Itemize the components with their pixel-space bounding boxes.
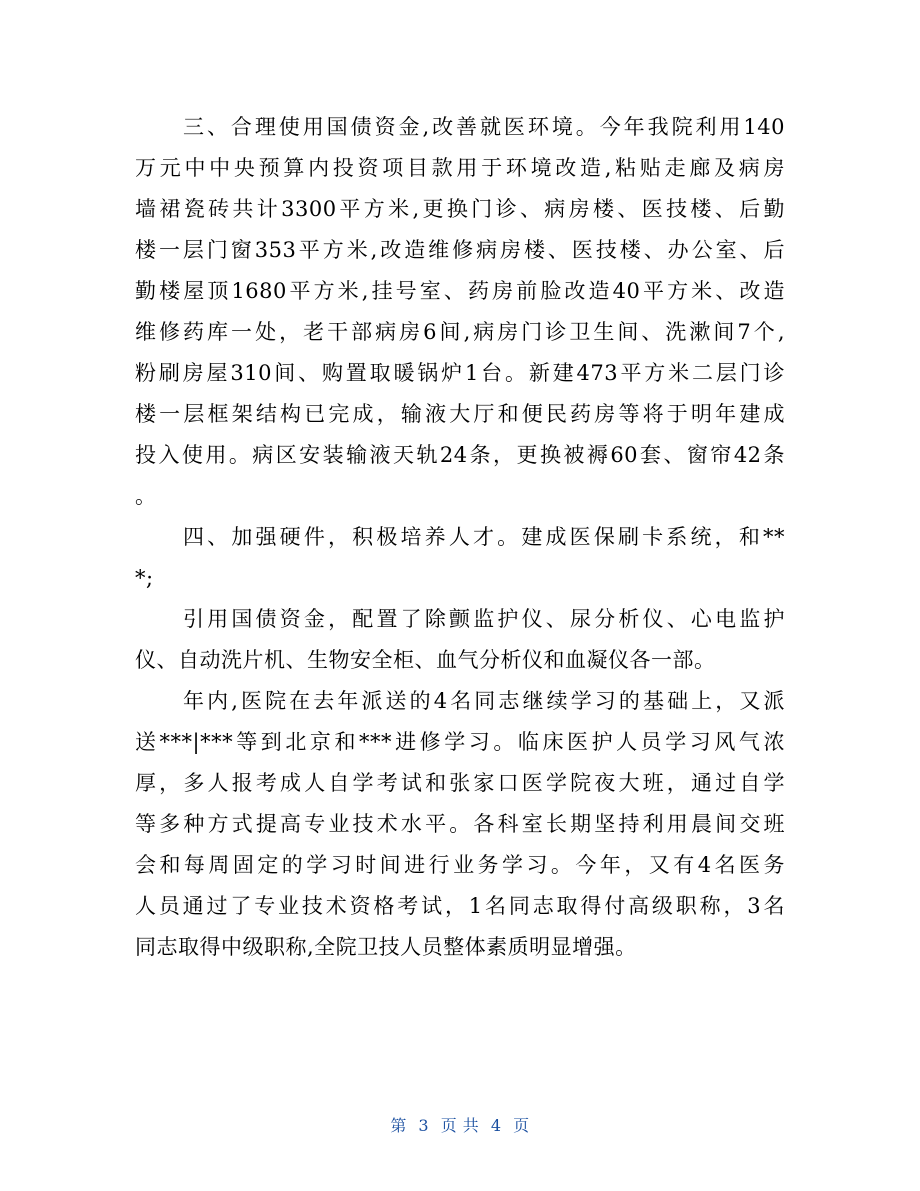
footer-total-pages: 4: [490, 1116, 502, 1135]
text-line: 年内,医院在去年派送的4名同志继续学习的基础上，又派: [183, 689, 785, 713]
footer-current-page: 3: [418, 1116, 430, 1135]
text-line: 四、加强硬件，积极培养人才。建成医保刷卡系统，和**: [183, 525, 785, 549]
text-line: 仪、自动洗片机、生物安全柜、血气分析仪和血凝仪各一部。: [135, 648, 716, 672]
text-line: 万元中中央预算内投资项目款用于环境改造,粘贴走廊及病房: [135, 156, 785, 180]
text-line: 同志取得中级职称,全院卫技人员整体素质明显增强。: [135, 935, 637, 959]
document-body: [135, 107, 785, 968]
text-line: *;: [135, 566, 154, 590]
footer-prefix: 第: [390, 1116, 407, 1135]
paragraph-environment: [135, 107, 785, 517]
footer-suffix: 页: [513, 1116, 530, 1135]
text-line: 送***|***等到北京和***进修学习。临床医护人员学习风气浓: [135, 730, 785, 754]
text-line: 三、合理使用国债资金,改善就医环境。今年我院利用140: [183, 115, 785, 139]
text-line: 勤楼屋顶1680平方米,挂号室、药房前脸改造40平方米、改造: [135, 279, 785, 303]
text-line: 投入使用。病区安装输液天轨24条，更换被褥60套、窗帘42条: [135, 443, 785, 467]
footer-middle: 页 共: [440, 1116, 480, 1135]
text-line: 粉刷房屋310间、购置取暖锅炉1台。新建473平方米二层门诊: [135, 361, 785, 385]
paragraph-training: [135, 681, 785, 968]
text-line: 等多种方式提高专业技术水平。各科室长期坚持利用晨间交班: [135, 812, 785, 836]
text-line: 。: [135, 484, 157, 508]
paragraph-equipment: [135, 599, 785, 681]
text-line: 维修药库一处，老干部病房6间,病房门诊卫生间、洗漱间7个,: [135, 320, 785, 344]
text-line: 人员通过了专业技术资格考试，1名同志取得付高级职称，3名: [135, 894, 785, 918]
page-footer: [0, 1113, 920, 1136]
text-line: 楼一层框架结构已完成，输液大厅和便民药房等将于明年建成: [135, 402, 785, 426]
text-line: 楼一层门窗353平方米,改造维修病房楼、医技楼、办公室、后: [135, 238, 785, 262]
paragraph-hardware: [135, 517, 785, 599]
text-line: 引用国债资金，配置了除颤监护仪、尿分析仪、心电监护: [183, 607, 785, 631]
text-line: 墙裙瓷砖共计3300平方米,更换门诊、病房楼、医技楼、后勤: [135, 197, 785, 221]
text-line: 会和每周固定的学习时间进行业务学习。今年，又有4名医务: [135, 853, 785, 877]
text-line: 厚，多人报考成人自学考试和张家口医学院夜大班，通过自学: [135, 771, 785, 795]
